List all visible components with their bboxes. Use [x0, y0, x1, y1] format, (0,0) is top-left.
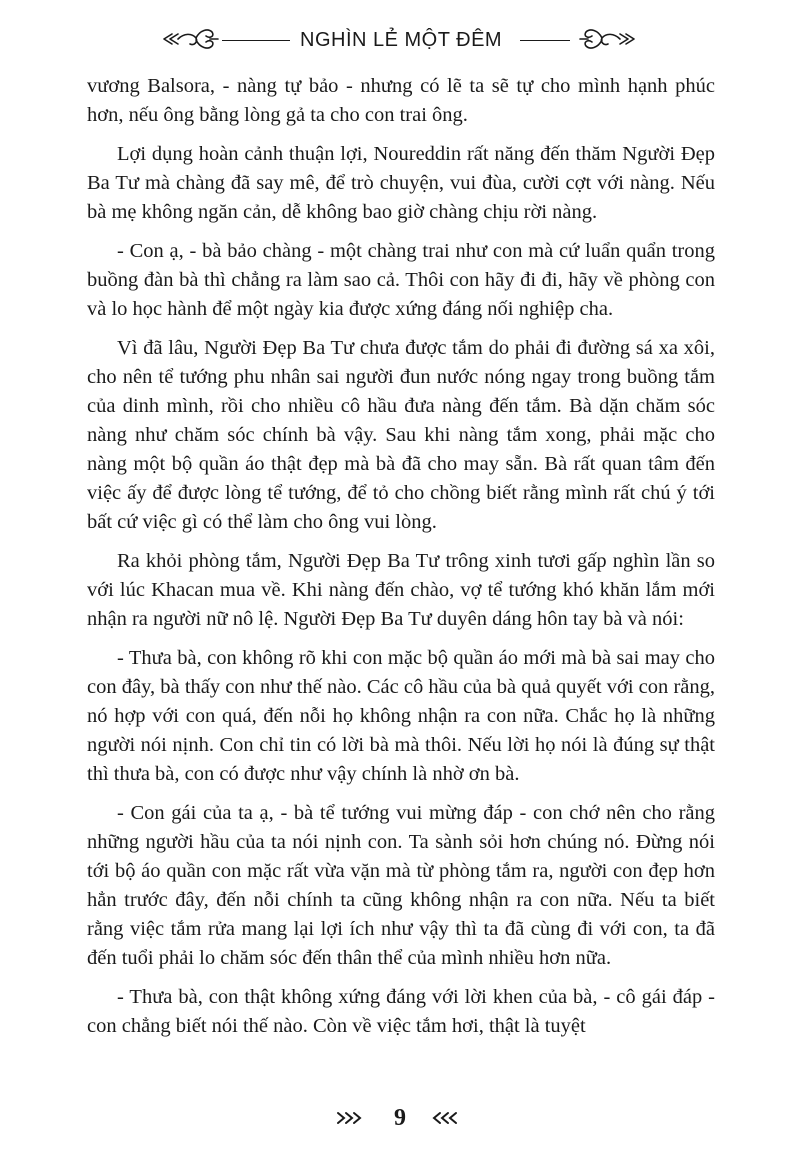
page-footer: [0, 1100, 800, 1140]
paragraph: Lợi dụng hoàn cảnh thuận lợi, Noureddin rất năng đến thăm Người Đẹp Ba Tư mà chàng đã say mê, để trò chuyện, vui đùa, cười cợt với nàng. Nếu bà mẹ không ngăn cản, dễ không bao giờ chàng chịu rời nàng.: [87, 143, 715, 223]
paragraph: Ra khỏi phòng tắm, Người Đẹp Ba Tư trông xinh tươi gấp nghìn lần so với lúc Khacan mua về. Khi nàng đến chào, vợ tể tướng khó khăn lắm mới nhận ra người nữ nô lệ. Người Đẹp Ba Tư duyên dáng hôn tay bà và nói:: [87, 550, 715, 630]
flourish-right-icon: [578, 24, 638, 54]
flourish-left-icon: [160, 24, 220, 54]
header-rule-left: [222, 40, 290, 41]
page-body-text: [87, 72, 715, 1051]
paragraph-dialogue: - Con ạ, - bà bảo chàng - một chàng trai như con mà cứ luẩn quẩn trong buồng đàn bà thì chẳng ra làm sao cả. Thôi con hãy đi đi, hãy về phòng con và lo học hành để một ngày kia được xứng đáng nối nghiệp cha.: [87, 240, 715, 320]
paragraph-dialogue: - Con gái của ta ạ, - bà tể tướng vui mừng đáp - con chớ nên cho rằng những người hầu của ta nói nịnh con. Ta sành sỏi hơn chúng nó. Đừng nói tới bộ áo quần con mặc rất vừa vặn mà từ phòng tắm ra, người con đẹp hơn hẳn trước đây, đến nỗi chính ta cũng không nhận ra con nữa. Nếu ta biết rằng việc tắm rửa mang lại lợi ích như vậy thì ta đã cùng đi với con, ta đã đến tuổi phải lo chăm sóc đến thân thể của mình nhiều hơn nữa.: [87, 802, 715, 969]
paragraph-dialogue: - Thưa bà, con thật không xứng đáng với lời khen của bà, - cô gái đáp - con chẳng biết nói thế nào. Còn về việc tắm hơi, thật là tuyệt: [87, 986, 715, 1037]
page-number: 9: [394, 1105, 406, 1131]
running-header: [0, 16, 800, 60]
chevrons-left-icon: [428, 1110, 458, 1126]
paragraph-dialogue: - Thưa bà, con không rõ khi con mặc bộ quần áo mới mà bà sai may cho con đây, bà thấy con như thế nào. Các cô hầu của bà quả quyết với con rằng, nó hợp với con quá, đến nỗi họ không nhận ra con nữa. Chắc họ là những người nói nịnh. Con chỉ tin có lời bà mà thôi. Nếu lời họ nói là đúng sự thật thì thưa bà, con có được như vậy chính là nhờ ơn bà.: [87, 647, 715, 785]
paragraph-continued: vương Balsora, - nàng tự bảo - nhưng có lẽ ta sẽ tự cho mình hạnh phúc hơn, nếu ông bằng lòng gả ta cho con trai ông.: [87, 75, 715, 126]
header-rule-right: [520, 40, 570, 41]
paragraph: Vì đã lâu, Người Đẹp Ba Tư chưa được tắm do phải đi đường sá xa xôi, cho nên tể tướng phu nhân sai người đun nước nóng ngay trong buồng tắm của dinh mình, rồi cho nhiều cô hầu đưa nàng đến tắm. Bà dặn chăm sóc nàng như chăm sóc chính bà vậy. Sau khi nàng tắm xong, phải mặc cho nàng một bộ quần áo thật đẹp mà bà đã cho may sẵn. Bà rất quan tâm đến việc ấy để được lòng tể tướng, để tỏ cho chồng biết rằng mình rất chú ý tới bất cứ việc gì có thể làm cho ông vui lòng.: [87, 337, 715, 533]
chevrons-right-icon: [336, 1110, 366, 1126]
running-header-title: NGHÌN LẺ MỘT ĐÊM: [300, 29, 503, 51]
